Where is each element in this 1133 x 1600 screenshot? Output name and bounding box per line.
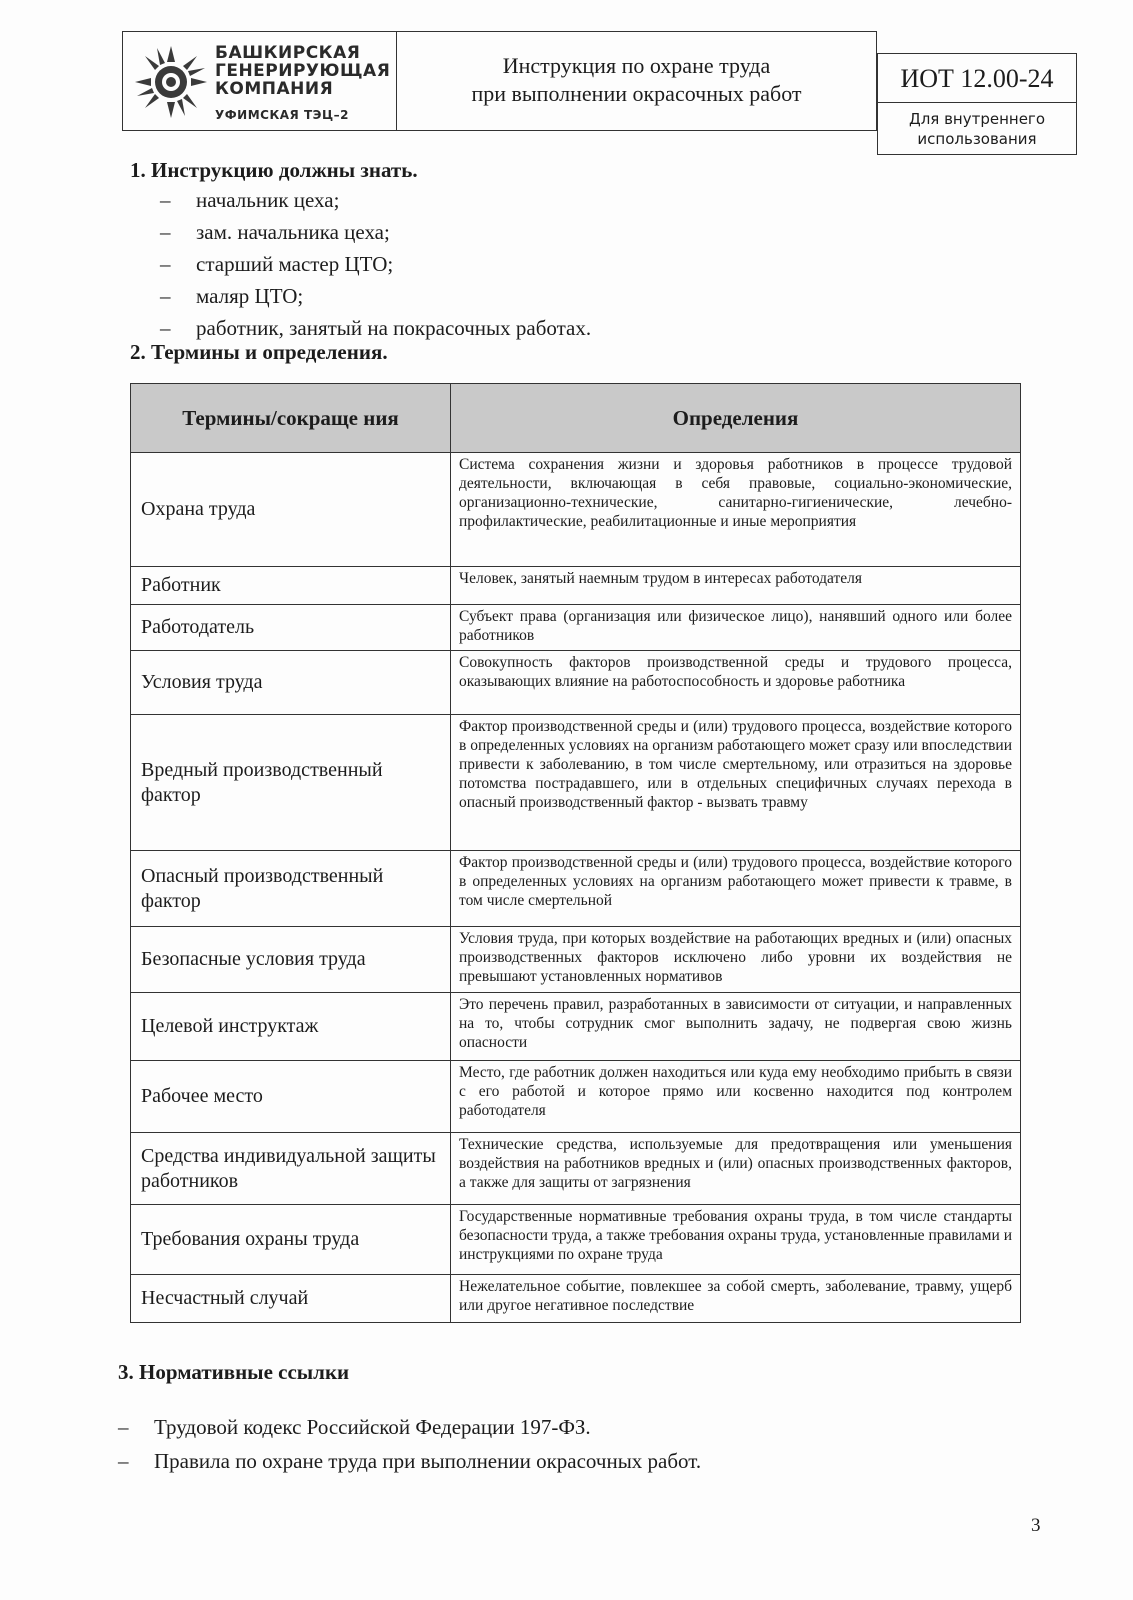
definition-cell: Человек, занятый наемным трудом в интересах работодателя [451,567,1021,605]
document-title [397,31,877,131]
term-cell: Опасный производственный фактор [131,851,451,927]
list-item-text: начальник цеха; [196,188,340,212]
table-header-row [131,384,1021,453]
table-row [131,651,1021,715]
table-row [131,851,1021,927]
term-cell: Охрана труда [131,453,451,567]
term-cell: Условия труда [131,651,451,715]
definition-cell: Технические средства, используемые для предотвращения или уменьшения воздействия на работников вредных и (или) опасных производственных факторов, а также для защиты от загрязнения [451,1133,1021,1205]
document-title-line-1: Инструкция по охране труда [502,53,771,78]
dash-bullet: – [160,316,171,340]
table-row [131,453,1021,567]
term-cell: Работодатель [131,605,451,651]
section-2-title: 2. Термины и определения. [130,340,388,364]
section-3-list [118,1410,701,1478]
term-cell: Рабочее место [131,1061,451,1133]
table-row [131,715,1021,851]
list-item-text: Трудовой кодекс Российской Федерации 197-ФЗ. [154,1415,591,1439]
list-item-text: маляр ЦТО; [196,284,304,308]
list-item-text: зам. начальника цеха; [196,220,390,244]
term-cell: Средства индивидуальной защиты работников [131,1133,451,1205]
list-item [160,280,591,312]
list-item [160,216,591,248]
section-3-title: 3. Нормативные ссылки [118,1360,350,1384]
dash-bullet: – [118,1449,129,1473]
usage-label: Для внутреннего использования [877,103,1077,155]
dash-bullet: – [160,188,171,212]
term-cell: Безопасные условия труда [131,927,451,993]
document-title-line-2: при выполнении окрасочных работ [471,81,802,106]
definition-cell: Место, где работник должен находиться или куда ему необходимо прибыть в связи с его работой и которое прямо или косвенно находится под контролем работодателя [451,1061,1021,1133]
list-item [118,1444,701,1478]
list-item [118,1410,701,1444]
definition-cell: Совокупность факторов производственной среды и трудового процесса, оказывающих влияние на работоспособность и здоровье работника [451,651,1021,715]
list-item-text: работник, занятый на покрасочных работах. [196,316,592,340]
page-number: 3 [1031,1515,1041,1536]
company-logo-cell [122,31,397,131]
section-1-title: 1. Инструкцию должны знать. [130,158,418,182]
definition-cell: Государственные нормативные требования охраны труда, в том числе стандарты безопасности труда, а также требования охраны труда, установленные правилами и инструкциями по охране труда [451,1205,1021,1275]
term-cell: Требования охраны труда [131,1205,451,1275]
table-row [131,927,1021,993]
company-name-line-2: ГЕНЕРИРУЮЩАЯ [215,61,391,81]
definition-cell: Фактор производственной среды и (или) трудового процесса, воздействие которого в определенных условиях на организм работающего может привести к травме, в том числе смертельной [451,851,1021,927]
term-cell: Целевой инструктаж [131,993,451,1061]
term-cell: Несчастный случай [131,1275,451,1323]
table-row [131,993,1021,1061]
table-row [131,1275,1021,1323]
terms-table [130,383,1021,1323]
list-item-text: Правила по охране труда при выполнении окрасочных работ. [154,1449,702,1473]
dash-bullet: – [160,252,171,276]
definition-cell: Условия труда, при которых воздействие на работающих вредных и (или) опасных производственных факторов исключено либо уровни их воздействия не превышают установленных нормативов [451,927,1021,993]
column-header-terms: Термины/сокраще ния [131,384,451,453]
list-item-text: старший мастер ЦТО; [196,252,394,276]
term-cell: Вредный производственный фактор [131,715,451,851]
section-1-list [160,184,591,344]
definition-cell: Это перечень правил, разработанных в зависимости от ситуации, и направленных на то, чтобы сотрудник смог выполнить задачу, не подвергая свою жизнь опасности [451,993,1021,1061]
definition-cell: Фактор производственной среды и (или) трудового процесса, воздействие которого в определенных условиях на организм работающего может сразу или впоследствии привести к заболеванию, в том числе смертельному, или отразиться на здоровье потомства пострадавшего, или в отдельных специфичных случаях перехода в опасный производственный фактор - вызвать травму [451,715,1021,851]
document-header [122,31,1077,155]
dash-bullet: – [118,1415,129,1439]
table-row [131,1133,1021,1205]
document-code: ИОТ 12.00-24 [877,53,1077,103]
definition-cell: Система сохранения жизни и здоровья работников в процессе трудовой деятельности, включающая в себя правовые, социально-экономические, организационно-технические, санитарно-гигиенические, лечебно-профилактические, реабилитационные и иные мероприятия [451,453,1021,567]
list-item [160,184,591,216]
definition-cell: Нежелательное событие, повлекшее за собой смерть, заболевание, травму, ущерб или другое негативное последствие [451,1275,1021,1323]
table-row [131,1061,1021,1133]
term-cell: Работник [131,567,451,605]
sun-logo-icon [133,44,209,120]
table-row [131,567,1021,605]
definition-cell: Субъект права (организация или физическое лицо), нанявший одного или более работников [451,605,1021,651]
column-header-definitions: Определения [451,384,1021,453]
company-branch: УФИМСКАЯ ТЭЦ–2 [215,108,349,122]
table-row [131,605,1021,651]
company-name [215,44,390,98]
list-item [160,248,591,280]
dash-bullet: – [160,220,171,244]
dash-bullet: – [160,284,171,308]
company-name-line-1: БАШКИРСКАЯ [215,43,361,63]
table-row [131,1205,1021,1275]
company-name-line-3: КОМПАНИЯ [215,79,334,99]
